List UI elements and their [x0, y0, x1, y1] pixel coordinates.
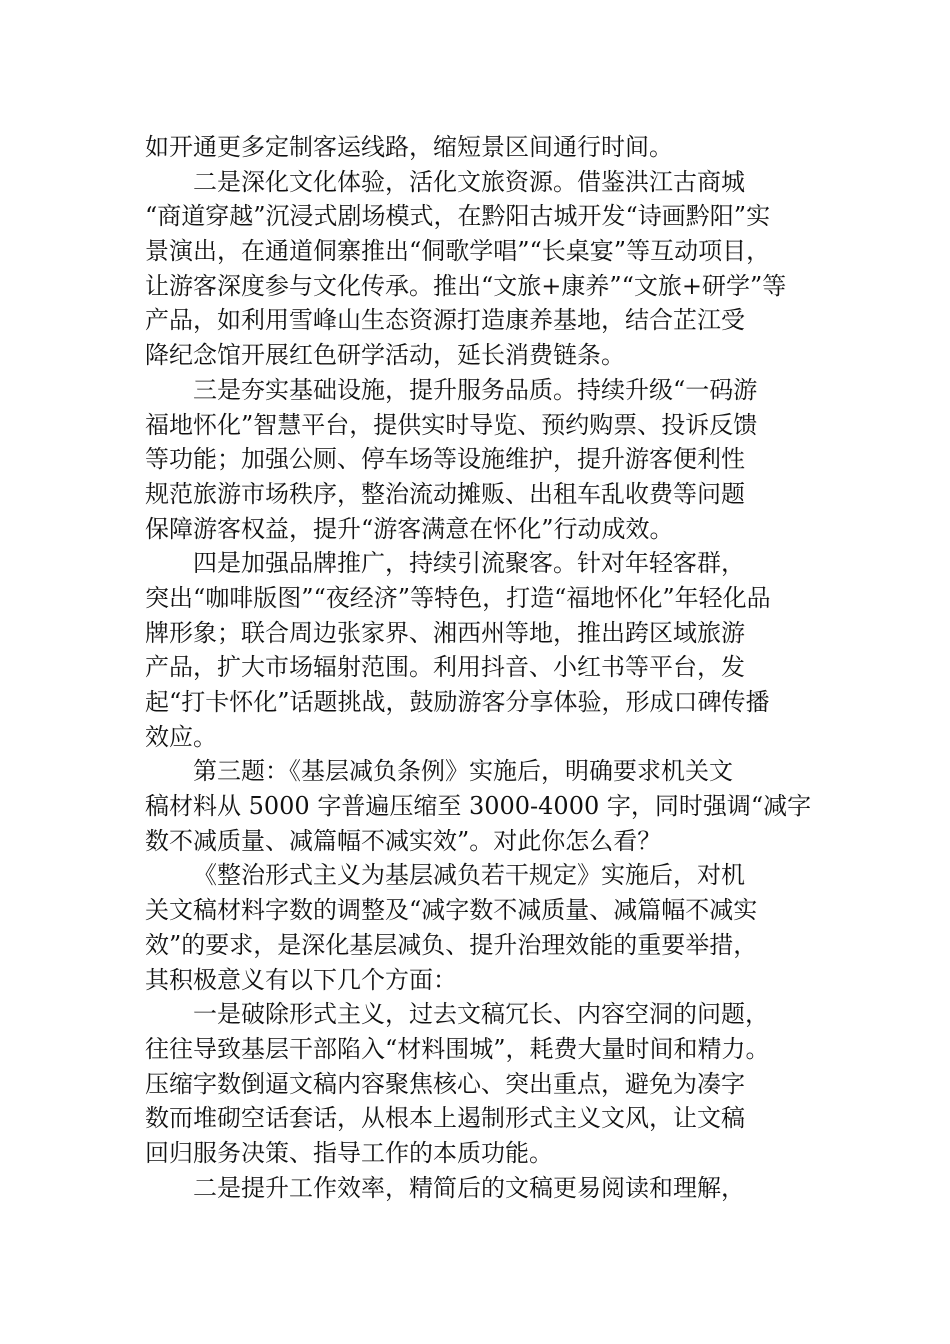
text-line: 景演出，在通道侗寨推出“侗歌学唱”“长桌宴”等互动项目， [145, 237, 771, 266]
text-line: 规范旅游市场秩序，整治流动摊贩、出租车乱收费等问题 [145, 479, 745, 508]
text-line: 产品，扩大市场辐射范围。利用抖音、小红书等平台，发 [145, 653, 745, 682]
text-line: 二是提升工作效率，精简后的文稿更易阅读和理解， [193, 1173, 745, 1202]
text-line: 往往导致基层干部陷入“材料围城”，耗费大量时间和精力。 [145, 1034, 770, 1063]
text-line: 数而堆砌空话套话，从根本上遏制形式主义文风，让文稿 [145, 1104, 745, 1133]
text-line: 其积极意义有以下几个方面： [145, 965, 457, 994]
text-line: 降纪念馆开展红色研学活动，延长消费链条。 [145, 341, 625, 370]
text-line: 稿材料从 5000 字普遍压缩至 3000-4000 字，同时强调“减字 [145, 792, 812, 821]
document-body [145, 130, 845, 1205]
text-line: 突出“咖啡版图”“夜经济”等特色，打造“福地怀化”年轻化品 [145, 583, 771, 612]
text-line: 等功能；加强公厕、停车场等设施维护，提升游客便利性 [145, 445, 745, 474]
text-line: 第三题：《基层减负条例》实施后，明确要求机关文 [193, 757, 733, 786]
text-line: 回归服务决策、指导工作的本质功能。 [145, 1138, 553, 1167]
text-line: 数不减质量、减篇幅不减实效”。对此你怎么看？ [145, 826, 662, 855]
text-line: 产品，如利用雪峰山生态资源打造康养基地，结合芷江受 [145, 306, 745, 335]
text-line: 起“打卡怀化”话题挑战，鼓励游客分享体验，形成口碑传播 [145, 688, 770, 716]
text-line: 二是深化文化体验，活化文旅资源。借鉴洪江古商城 [193, 167, 745, 196]
text-line: 保障游客权益，提升“游客满意在怀化”行动成效。 [145, 514, 674, 543]
text-line: 福地怀化”智慧平台，提供实时导览、预约购票、投诉反馈 [145, 410, 758, 439]
text-line: 效”的要求，是深化基层减负、提升治理效能的重要举措， [145, 930, 758, 959]
text-line: 四是加强品牌推广，持续引流聚客。针对年轻客群， [193, 549, 745, 578]
text-line: 让游客深度参与文化传承。推出“文旅+康养”“文旅+研学”等 [145, 271, 787, 300]
text-line: 如开通更多定制客运线路，缩短景区间通行时间。 [145, 133, 673, 161]
text-line: 《整治形式主义为基层减负若干规定》实施后，对机 [193, 861, 745, 890]
text-line: 一是破除形式主义，过去文稿冗长、内容空洞的问题， [193, 1000, 769, 1029]
text-line: 效应。 [145, 722, 217, 751]
text-line: 牌形象；联合周边张家界、湘西州等地，推出跨区域旅游 [145, 618, 745, 647]
text-line: 三是夯实基础设施，提升服务品质。持续升级“一码游 [193, 375, 758, 404]
text-line: 关文稿材料字数的调整及“减字数不减质量、减篇幅不减实 [145, 896, 758, 925]
text-line: “商道穿越”沉浸式剧场模式，在黔阳古城开发“诗画黔阳”实 [145, 202, 771, 231]
text-line: 压缩字数倒逼文稿内容聚焦核心、突出重点，避免为凑字 [145, 1069, 745, 1098]
